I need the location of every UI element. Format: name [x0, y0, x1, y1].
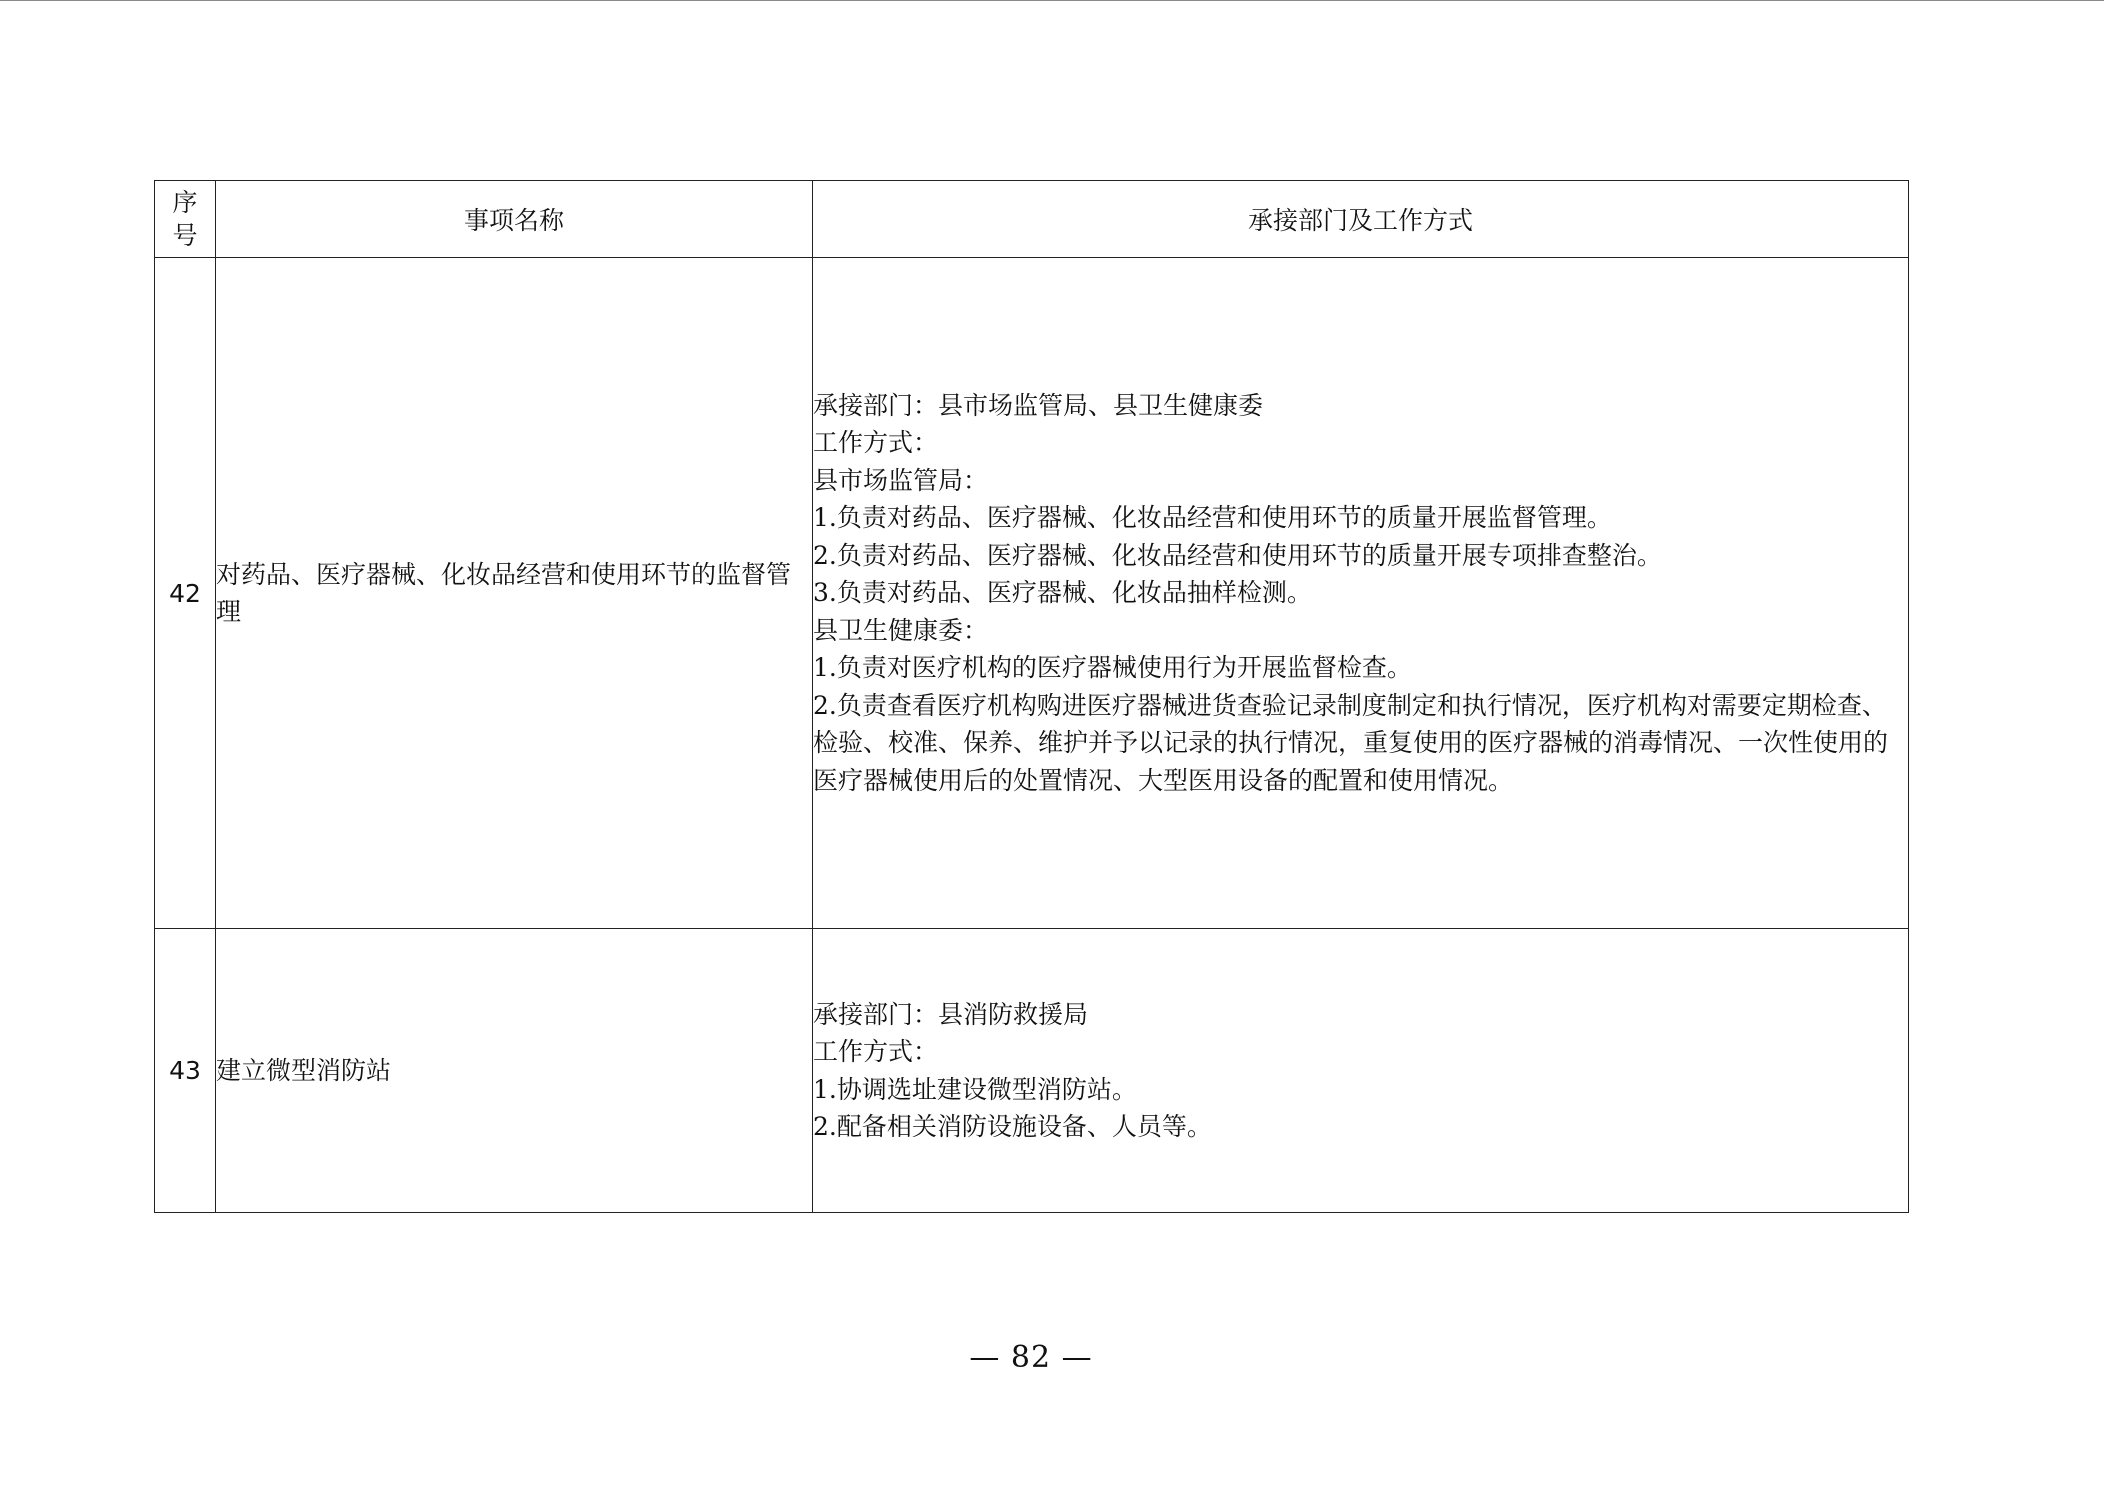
- dept-line: 县市场监管局：: [813, 465, 989, 495]
- dept-line: 1.负责对医疗机构的医疗器械使用行为开展监督检查。: [813, 653, 1412, 683]
- dept-line: 工作方式：: [813, 1037, 939, 1066]
- header-item-name: 事项名称: [216, 181, 813, 258]
- row-serial-number: 43: [155, 929, 216, 1213]
- dept-line: 工作方式：: [813, 428, 939, 458]
- dept-line: 承接部门：县市场监管局、县卫生健康委: [813, 390, 1264, 420]
- row-department-and-method: [813, 258, 1909, 929]
- table-row: [155, 258, 1909, 929]
- row-item-name: 对药品、医疗器械、化妆品经营和使用环节的监督管理: [216, 258, 813, 929]
- dept-line: 1.协调选址建设微型消防站。: [813, 1074, 1137, 1104]
- dept-line: 2.配备相关消防设施设备、人员等。: [813, 1112, 1212, 1141]
- header-serial-number-line1: 序: [172, 188, 198, 217]
- table-row: [155, 929, 1909, 1213]
- matters-table: [154, 180, 1909, 1213]
- row-item-name: 建立微型消防站: [216, 929, 813, 1213]
- header-department-and-method: 承接部门及工作方式: [813, 181, 1909, 258]
- dept-line: 2.负责查看医疗机构购进医疗器械进货查验记录制度制定和执行情况，医疗机构对需要定期检查、检验、校准、保养、维护并予以记录的执行情况，重复使用的医疗器械的消毒情况、一次性使用的医疗器械使用后的处置情况、大型医用设备的配置和使用情况。: [813, 690, 1889, 795]
- dept-line: 3.负责对药品、医疗器械、化妆品抽样检测。: [813, 578, 1312, 608]
- header-serial-number: [155, 181, 216, 258]
- page-top-border: [0, 0, 2104, 1]
- dept-line: 2.负责对药品、医疗器械、化妆品经营和使用环节的质量开展专项排查整治。: [813, 540, 1662, 570]
- header-serial-number-line2: 号: [172, 221, 198, 250]
- dept-line: 县卫生健康委：: [813, 615, 989, 645]
- page-number: — 82 —: [969, 1340, 1093, 1375]
- table-header-row: [155, 181, 1909, 258]
- dept-line: 承接部门：县消防救援局: [813, 999, 1089, 1029]
- dept-line: 1.负责对药品、医疗器械、化妆品经营和使用环节的质量开展监督管理。: [813, 503, 1612, 533]
- row-serial-number: 42: [155, 258, 216, 929]
- row-department-and-method: [813, 929, 1909, 1213]
